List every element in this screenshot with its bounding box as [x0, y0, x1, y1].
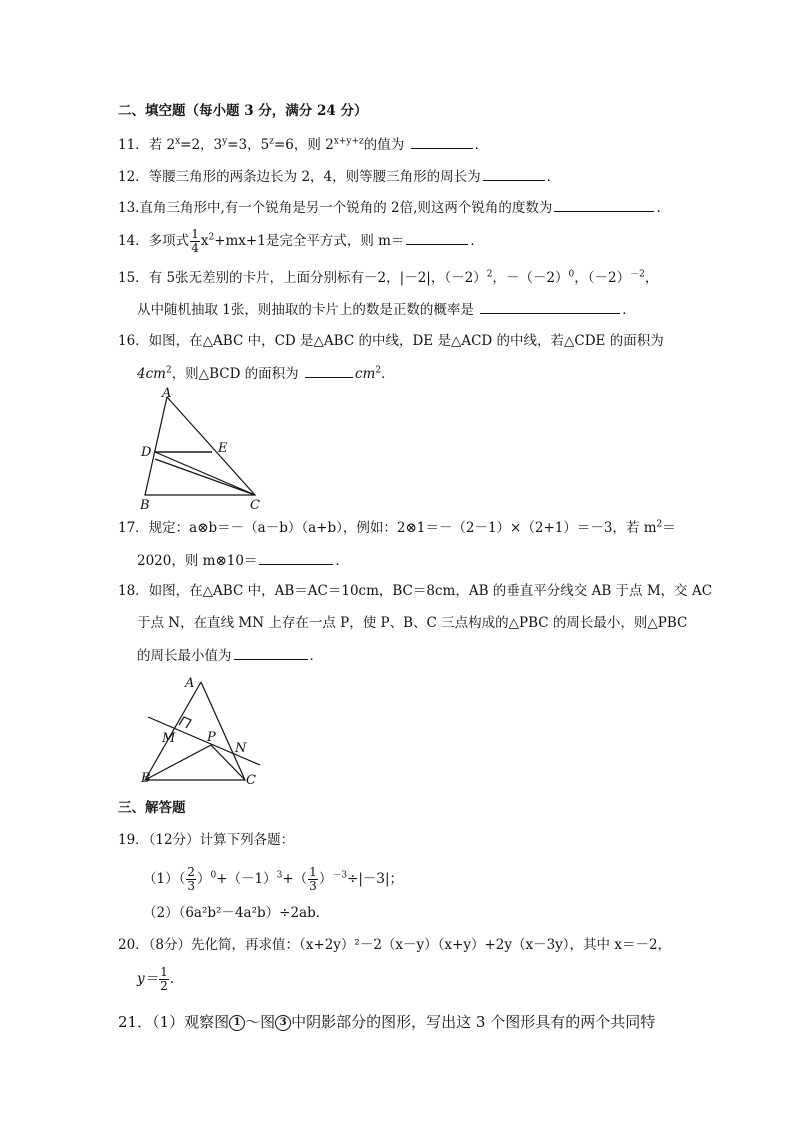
q11-text-a: 若 2 — [148, 137, 176, 153]
circled-3-icon: 3 — [275, 1015, 291, 1031]
q11-end: ． — [474, 137, 489, 153]
q19-f1-den: 3 — [187, 879, 195, 893]
q19-exp-3: 3 — [276, 870, 283, 881]
question-18-line-1 — [118, 581, 712, 601]
q19-fraction-1-3 — [308, 866, 318, 893]
fig16-label-e: E — [218, 441, 228, 456]
question-17-line-1 — [118, 518, 676, 538]
q18-text-a: 18．如图，在△ABC 中，AB＝AC＝10cm，BC＝8cm，AB 的垂直平分线交 AB 于点 M，交 AC — [118, 583, 713, 599]
q11-exp-z: z — [269, 136, 274, 147]
q15-exp-2: 0 — [568, 269, 575, 280]
q11-text-b: =2，3 — [180, 137, 223, 153]
q12-text: 12．等腰三角形的两条边长为 2，4，则等腰三角形的周长为 — [118, 169, 481, 185]
q17-answer-blank[interactable] — [259, 550, 333, 565]
q21-text-b: ～图 — [245, 1013, 276, 1031]
q17-text-a: 17．规定：a⊗b＝－（a－b）（a+b），例如：2⊗1＝－（2－1）×（2+1）＝－3，若 m — [118, 520, 657, 536]
q16-text-c: ，则△BCD 的面积为 — [171, 366, 299, 382]
q20-fraction — [159, 966, 169, 993]
question-21 — [118, 1012, 655, 1032]
q11-exp-sum: x+y+z — [333, 136, 364, 147]
q19-exp-0: 0 — [210, 870, 217, 881]
q15-text-c: ，（－2） — [574, 270, 631, 286]
q19-f2-num: 1 — [309, 865, 317, 879]
question-13 — [118, 197, 661, 218]
q19-p1-c: +（ — [282, 871, 308, 887]
question-18-line-3 — [137, 645, 323, 666]
q16-text-b: 4cm — [137, 366, 166, 382]
q19-p1-a: ） — [196, 871, 211, 887]
q11-text-d: =6，则 2 — [274, 137, 334, 153]
q14-answer-blank[interactable] — [406, 230, 468, 245]
q15-answer-blank[interactable] — [480, 299, 620, 314]
question-15-line-1 — [118, 268, 658, 288]
q15-text-a: 15．有 5张无差别的卡片，上面分别标有－2，|－2|，（－2） — [118, 270, 487, 286]
q17-exp: 2 — [656, 519, 663, 530]
q11-exp-x: x — [175, 136, 181, 147]
q14-fraction — [190, 228, 200, 255]
q16-answer-blank[interactable] — [305, 363, 353, 378]
fig18-label-m: M — [162, 731, 176, 746]
q18-end: ． — [309, 648, 323, 664]
q20-end: . — [169, 971, 175, 987]
q11-number: 11． — [118, 137, 149, 153]
q16-unit-exp: 2 — [375, 365, 382, 376]
q20-text-y: y＝ — [137, 971, 159, 987]
question-16-line-1 — [118, 331, 664, 351]
q12-answer-blank[interactable] — [483, 166, 545, 181]
q17-text-b: ＝ — [662, 520, 676, 536]
q19-f1-num: 2 — [187, 865, 195, 879]
q13-text: 13.直角三角形中,有一个锐角是另一个锐角的 2倍,则这两个锐角的度数为 — [118, 200, 553, 216]
q19-p2-text: （2）（6a²b²－4a²b）÷2ab． — [143, 905, 330, 921]
q19-f2-den: 3 — [309, 879, 317, 893]
fig16-label-b: B — [140, 498, 150, 513]
q16-unit: cm — [354, 366, 376, 382]
question-14 — [118, 228, 484, 255]
q18-text-c: 的周长最小值为 — [137, 648, 232, 664]
question-19-part-2 — [143, 903, 329, 923]
q18-answer-blank[interactable] — [234, 645, 308, 660]
q14-frac-den: 4 — [191, 241, 199, 255]
q19-fraction-2-3 — [186, 866, 196, 893]
question-18-line-2 — [137, 613, 687, 633]
q19-exp-neg3: －3 — [332, 870, 348, 881]
fig18-label-n: N — [235, 741, 247, 756]
triangle-figure-q18 — [135, 670, 275, 790]
q14-end: ． — [470, 233, 484, 249]
q13-end: . — [656, 200, 661, 216]
question-20-line-1 — [118, 935, 671, 955]
q11-answer-blank[interactable] — [411, 134, 473, 149]
q11-text-e: 的值为 — [363, 137, 405, 153]
q14-text-x: x — [200, 233, 209, 249]
q14-frac-num: 1 — [191, 227, 199, 241]
q15-text-d: ， — [644, 270, 659, 286]
q12-end: ． — [546, 169, 561, 185]
q15-exp-1: 2 — [486, 269, 493, 280]
q15-text-e: 从中随机抽取 1张，则抽取的卡片上的数是正数的概率是 — [137, 302, 474, 318]
q19-p1-e: ÷|－3|； — [347, 871, 404, 887]
question-17-line-2 — [137, 550, 349, 571]
q20-frac-num: 1 — [160, 965, 168, 979]
triangle-figure-q16 — [135, 385, 275, 515]
q19-p1-d: ） — [318, 871, 333, 887]
q11-text-c: =3，5 — [227, 137, 270, 153]
q17-end: ． — [335, 553, 349, 569]
question-11 — [118, 134, 488, 155]
circled-1-icon: 1 — [229, 1015, 245, 1031]
section-title-fill-blank: 二、填空题（每小题 3 分，满分 24 分） — [118, 103, 368, 119]
question-16-line-2 — [137, 363, 395, 384]
fig18-label-b: B — [141, 771, 151, 786]
q19-p1-label: （1）（ — [143, 871, 186, 887]
q14-text-a: 14．多项式 — [118, 233, 190, 249]
fig18-label-c: C — [246, 773, 256, 788]
fig18-label-a: A — [185, 676, 195, 691]
q20-text-a: 20．（8分）先化简，再求值：（x+2y）²－2（x－y）（x+y）+2y（x－3y），其中 x＝－2， — [118, 937, 672, 953]
fig16-label-d: D — [141, 445, 152, 460]
q17-text-c: 2020，则 m⊗10＝ — [137, 553, 258, 569]
fig16-label-a: A — [162, 386, 172, 401]
q19-head-text: 19．（12分）计算下列各题： — [118, 832, 295, 848]
q15-exp-3: －2 — [630, 269, 645, 280]
section-title-answer: 三、解答题 — [118, 800, 186, 816]
q11-exp-y: y — [222, 136, 228, 147]
q14-text-b: +mx+1是完全平方式，则 m＝ — [214, 233, 405, 249]
question-15-line-2 — [137, 299, 636, 320]
q15-end: ． — [622, 302, 636, 318]
q18-text-b: 于点 N，在直线 MN 上存在一点 P，使 P、B、C 三点构成的△PBC 的周长最小，则△PBC — [137, 615, 688, 631]
fig16-label-c: C — [250, 498, 260, 513]
q16-text-a: 16．如图，在△ABC 中，CD 是△ABC 的中线，DE 是△ACD 的中线，若△CDE 的面积为 — [118, 333, 664, 349]
q21-text-c: 中阴影部分的图形，写出这 3 个图形具有的两个共同特 — [291, 1013, 656, 1031]
question-19-head — [118, 830, 294, 850]
question-19-part-1 — [143, 866, 403, 893]
q20-frac-den: 2 — [160, 979, 168, 993]
q21-text-a: 21．（1）观察图 — [118, 1013, 230, 1031]
q16-exp: 2 — [165, 365, 172, 376]
question-20-line-2 — [137, 966, 174, 993]
q13-answer-blank[interactable] — [554, 197, 654, 212]
q14-exp: 2 — [208, 232, 215, 243]
q15-text-b: ，－（－2） — [492, 270, 569, 286]
question-12 — [118, 166, 560, 187]
q19-p1-b: +（－1） — [216, 871, 277, 887]
fig18-label-p: P — [207, 730, 216, 745]
q16-end: ． — [381, 366, 395, 382]
